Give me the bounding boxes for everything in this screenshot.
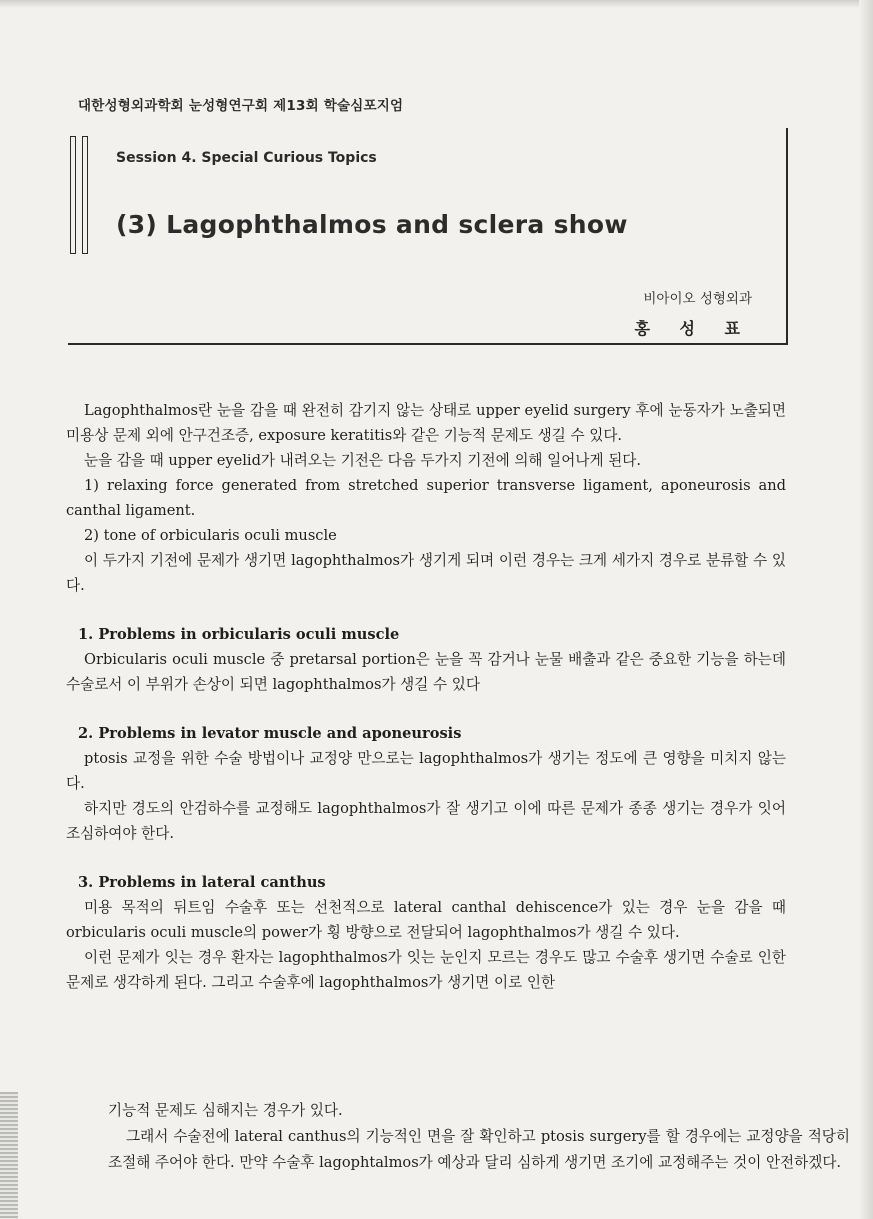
section-heading: 3. Problems in lateral canthus [78,874,326,891]
section-heading: 2. Problems in levator muscle and aponeurosis [78,725,462,742]
author-name: 홍 성 표 [634,319,752,338]
page-top-edge [0,0,873,8]
journal-header: 대한성형외과학회 눈성형연구회 제13회 학술심포지엄 [78,98,404,114]
paragraph: Lagophthalmos란 눈을 감을 때 완전히 감기지 않는 상태로 upper eyelid surgery 후에 눈동자가 노출되면 미용상 문제 외에 안구건조증, exposure keratitis와 같은 기능적 문제도 생길 수 있다. [66,402,786,444]
article-body-continued [108,1098,850,1176]
article-body [66,398,786,995]
paragraph: ptosis 교정을 위한 수술 방법이나 교정양 만으로는 lagophthalmos가 생기는 정도에 큰 영향을 미치지 않는다. [66,750,786,792]
author-affiliation: 비아이오 성형외과 [643,291,752,307]
paragraph: 이 두가지 기전에 문제가 생기면 lagophthalmos가 생기게 되며 이런 경우는 크게 세가지 경우로 분류할 수 있다. [66,552,786,594]
page-title: (3) Lagophthalmos and sclera show [116,210,628,239]
paragraph: Orbicularis oculi muscle 중 pretarsal portion은 눈을 꼭 감거나 눈물 배출과 같은 중요한 기능을 하는데 수술로서 이 부위가 손상이 되면 lagophthalmos가 생길 수 있다 [66,651,786,693]
page-right-shadow [859,0,873,1219]
list-item: 2) tone of orbicularis oculi muscle [84,527,337,544]
decorative-bar [82,136,88,254]
paragraph: 하지만 경도의 안검하수를 교정해도 lagophthalmos가 잘 생기고 이에 따른 문제가 종종 생기는 경우가 잇어 조심하여야 한다. [66,800,786,842]
list-item: 1) relaxing force generated from stretched superior transverse ligament, aponeurosis and canthal ligament. [66,477,786,519]
paragraph: 미용 목적의 뒤트임 수술후 또는 선천적으로 lateral canthal dehiscence가 있는 경우 눈을 감을 때 orbicularis oculi muscle의 power가 횡 방향으로 전달되어 lagophthalmos가 생길 수 있다. [66,899,786,941]
section-heading: 1. Problems in orbicularis oculi muscle [78,626,400,643]
session-label: Session 4. Special Curious Topics [116,150,377,166]
paragraph: 이런 문제가 잇는 경우 환자는 lagophthalmos가 잇는 눈인지 모르는 경우도 많고 수술후 생기면 수술로 인한 문제로 생각하게 된다. 그리고 수술후에 lagophthalmos가 생기면 이로 인한 [66,949,786,991]
title-block [68,128,788,345]
decorative-bar [70,136,76,254]
paragraph: 기능적 문제도 심해지는 경우가 있다. [108,1102,343,1119]
paragraph: 눈을 감을 때 upper eyelid가 내려오는 기전은 다음 두가지 기전에 의해 일어나게 된다. [84,452,642,469]
binding-strip [0,1092,18,1219]
paragraph: 그래서 수술전에 lateral canthus의 기능적인 면을 잘 확인하고 ptosis surgery를 할 경우에는 교정양을 적당히 조절해 주어야 한다. 만약 수술후 lagophtalmos가 예상과 달리 심하게 생기면 조기에 교정해주는 것이 안전하겠다. [108,1128,850,1171]
